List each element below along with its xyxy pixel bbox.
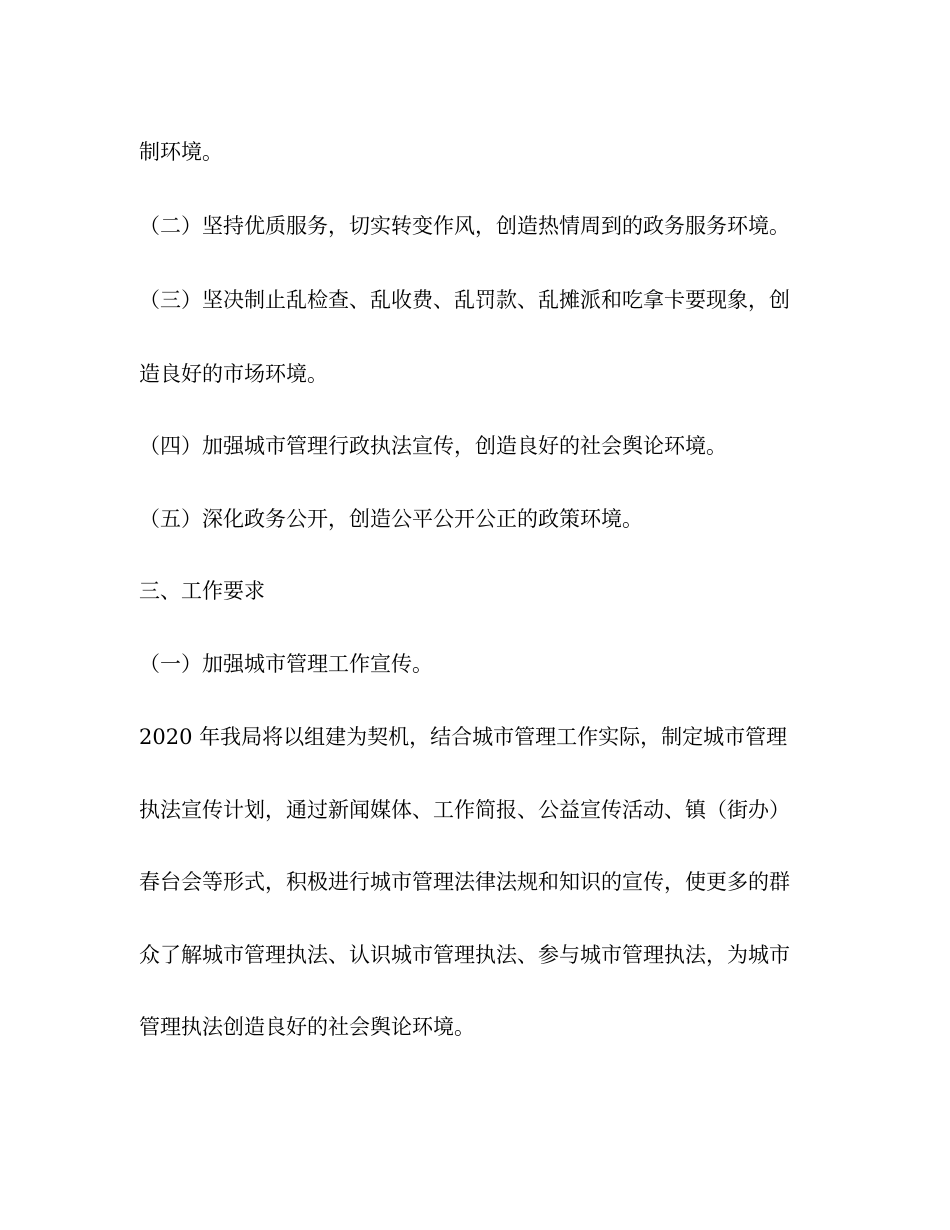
item-4-line: （四）加强城市管理行政执法宣传，创造良好的社会舆论环境。	[139, 434, 727, 458]
body-paragraph-line-5: 管理执法创造良好的社会舆论环境。	[139, 1015, 475, 1039]
item-3-line-1: （三）坚决制止乱检查、乱收费、乱罚款、乱摊派和吃拿卡要现象，创	[139, 288, 790, 312]
body-paragraph-line-1: 2020 年我局将以组建为契机，结合城市管理工作实际，制定城市管理	[139, 725, 788, 749]
body-paragraph-line-3: 春台会等形式，积极进行城市管理法律法规和知识的宣传，使更多的群	[139, 870, 790, 894]
paragraph-line-continuation: 制环境。	[139, 140, 223, 164]
body-paragraph-line-2: 执法宣传计划，通过新闻媒体、工作简报、公益宣传活动、镇（街办）	[139, 798, 790, 822]
item-3-line-2: 造良好的市场环境。	[139, 362, 328, 386]
subsection-heading: （一）加强城市管理工作宣传。	[139, 652, 433, 676]
body-paragraph-line-4: 众了解城市管理执法、认识城市管理执法、参与城市管理执法，为城市	[139, 943, 790, 967]
section-heading: 三、工作要求	[139, 579, 265, 603]
item-5-line: （五）深化政务公开，创造公平公开公正的政策环境。	[139, 507, 643, 531]
item-2-line: （二）坚持优质服务，切实转变作风，创造热情周到的政务服务环境。	[139, 214, 790, 238]
